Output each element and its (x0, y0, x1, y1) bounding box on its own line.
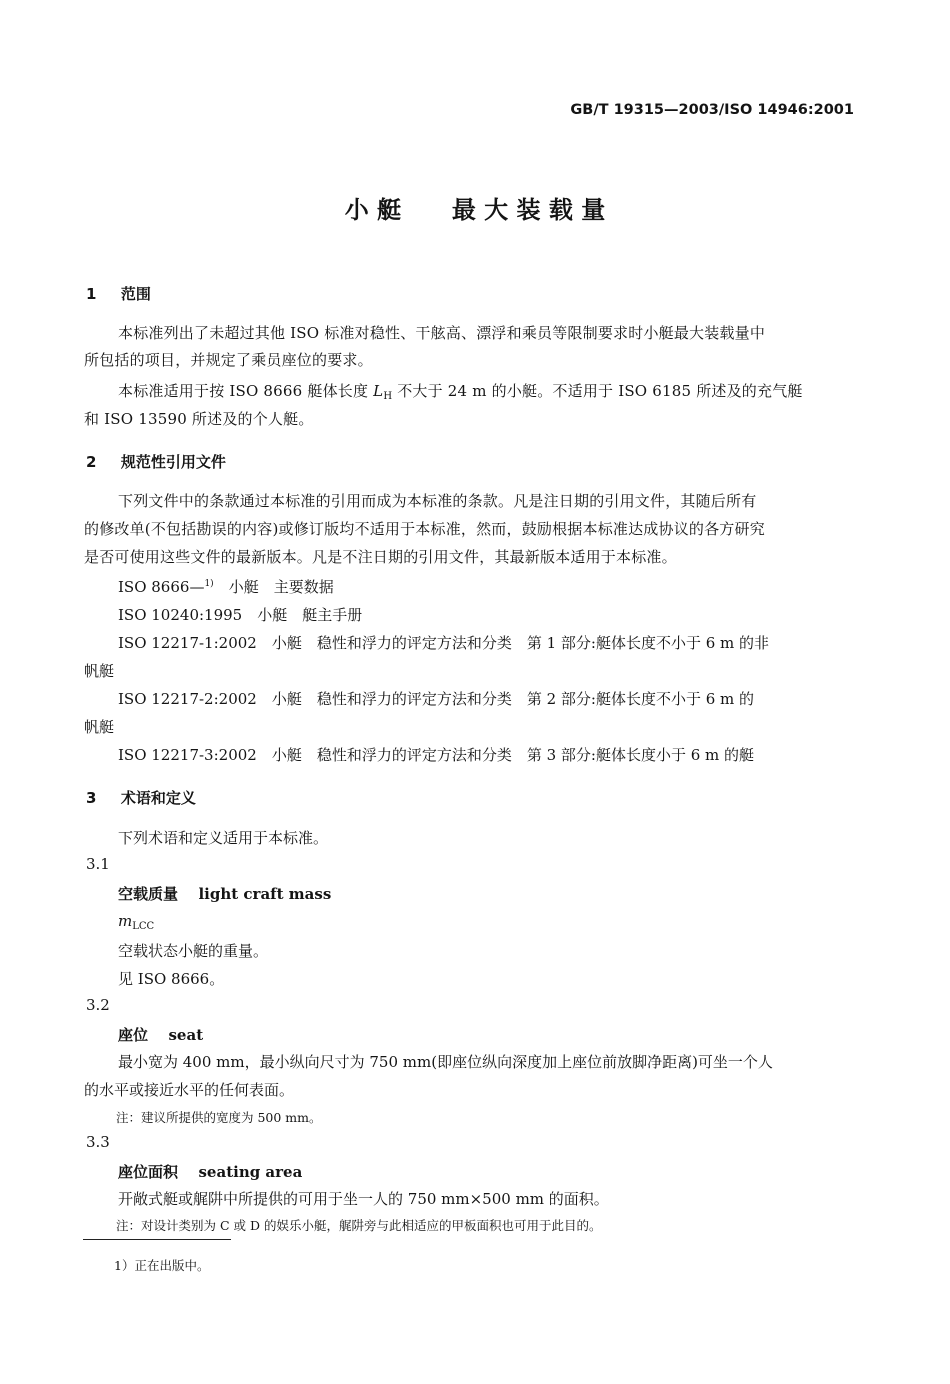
paragraph (118, 380, 803, 402)
section-title: 规范性引用文件 (120, 453, 226, 471)
paragraph: 下列文件中的条款通过本标准的引用而成为本标准的条款。凡是注日期的引用文件，其随后所有 (118, 492, 757, 510)
text-run: 本标准适用于按 ISO 8666 艇体长度 (118, 382, 374, 400)
section-title: 术语和定义 (120, 789, 196, 807)
symbol-m: m (118, 912, 133, 930)
term-cn: 座位面积 (118, 1163, 179, 1181)
section-2-heading (86, 451, 226, 472)
paragraph: 的修改单(不包括勘误的内容)或修订版均不适用于本标准，然而，鼓励根据本标准达成协议的各方研究 (84, 520, 765, 538)
footnote: 1）正在出版中。 (114, 1258, 210, 1273)
reference-item-cont: 帆艇 (84, 662, 115, 680)
section-title: 范围 (120, 285, 151, 303)
symbol-subscript: LCC (132, 921, 155, 932)
paragraph: 是否可使用这些文件的最新版本。凡是不注日期的引用文件，其最新版本适用于本标准。 (84, 548, 677, 566)
clause-number: 3.3 (86, 1133, 110, 1151)
definition-cont: 的水平或接近水平的任何表面。 (84, 1081, 295, 1099)
definition: 最小宽为 400 mm，最小纵向尺寸为 750 mm(即座位纵向深度加上座位前放脚净距离)可坐一个人 (118, 1053, 773, 1071)
paragraph: 和 ISO 13590 所述及的个人艇。 (84, 410, 314, 428)
reference-item: ISO 10240:1995 小艇 艇主手册 (118, 606, 363, 624)
definition: 空载状态小艇的重量。 (118, 942, 269, 960)
standard-code: GB/T 19315—2003/ISO 14946:2001 (570, 102, 854, 118)
note: 注：对设计类别为 C 或 D 的娱乐小艇，艉阱旁与此相适应的甲板面积也可用于此目的。 (116, 1218, 602, 1233)
term-cn: 座位 (118, 1026, 149, 1044)
section-number: 3 (86, 789, 97, 807)
reference-item-cont: 帆艇 (84, 718, 115, 736)
symbol-subscript: H (383, 391, 393, 402)
clause-number: 3.2 (86, 996, 110, 1014)
definition: 开敞式艇或艉阱中所提供的可用于坐一人的 750 mm×500 mm 的面积。 (118, 1190, 609, 1208)
section-number: 1 (86, 285, 97, 303)
term-en: seat (168, 1026, 204, 1044)
text-run: 小艇 主要数据 (213, 578, 334, 596)
section-number: 2 (86, 453, 97, 471)
reference-item (118, 576, 334, 597)
page-title (0, 190, 950, 225)
section-1-heading (86, 283, 151, 304)
symbol (118, 912, 154, 932)
footnote-separator (83, 1239, 231, 1240)
reference-item: ISO 12217-1:2002 小艇 稳性和浮力的评定方法和分类 第 1 部分:艇体长度不小于 6 m 的非 (118, 634, 770, 652)
title-left: 小 艇 (344, 196, 402, 224)
term-en: light craft mass (198, 885, 332, 903)
paragraph: 本标准列出了未超过其他 ISO 标准对稳性、干舷高、漂浮和乘员等限制要求时小艇最大装载量中 (118, 324, 766, 342)
term-cn: 空载质量 (118, 885, 179, 903)
paragraph: 所包括的项目，并规定了乘员座位的要求。 (84, 351, 373, 369)
paragraph: 下列术语和定义适用于本标准。 (118, 829, 329, 847)
reference-item: ISO 12217-3:2002 小艇 稳性和浮力的评定方法和分类 第 3 部分:艇体长度小于 6 m 的艇 (118, 746, 755, 764)
clause-number: 3.1 (86, 855, 110, 873)
term-en: seating area (198, 1163, 303, 1181)
note: 注：建议所提供的宽度为 500 mm。 (116, 1110, 322, 1125)
definition-see: 见 ISO 8666。 (118, 970, 225, 988)
title-right: 最 大 装 载 量 (451, 196, 606, 224)
term-heading (118, 1024, 203, 1045)
text-run: ISO 8666— (118, 578, 205, 596)
term-heading (118, 883, 331, 904)
section-3-heading (86, 787, 196, 808)
reference-item: ISO 12217-2:2002 小艇 稳性和浮力的评定方法和分类 第 2 部分:艇体长度不小于 6 m 的 (118, 690, 755, 708)
text-run: 不大于 24 m 的小艇。不适用于 ISO 6185 所述及的充气艇 (392, 382, 803, 400)
footnote-mark: 1) (204, 579, 214, 589)
symbol-length: L (373, 382, 384, 400)
term-heading (118, 1161, 302, 1182)
